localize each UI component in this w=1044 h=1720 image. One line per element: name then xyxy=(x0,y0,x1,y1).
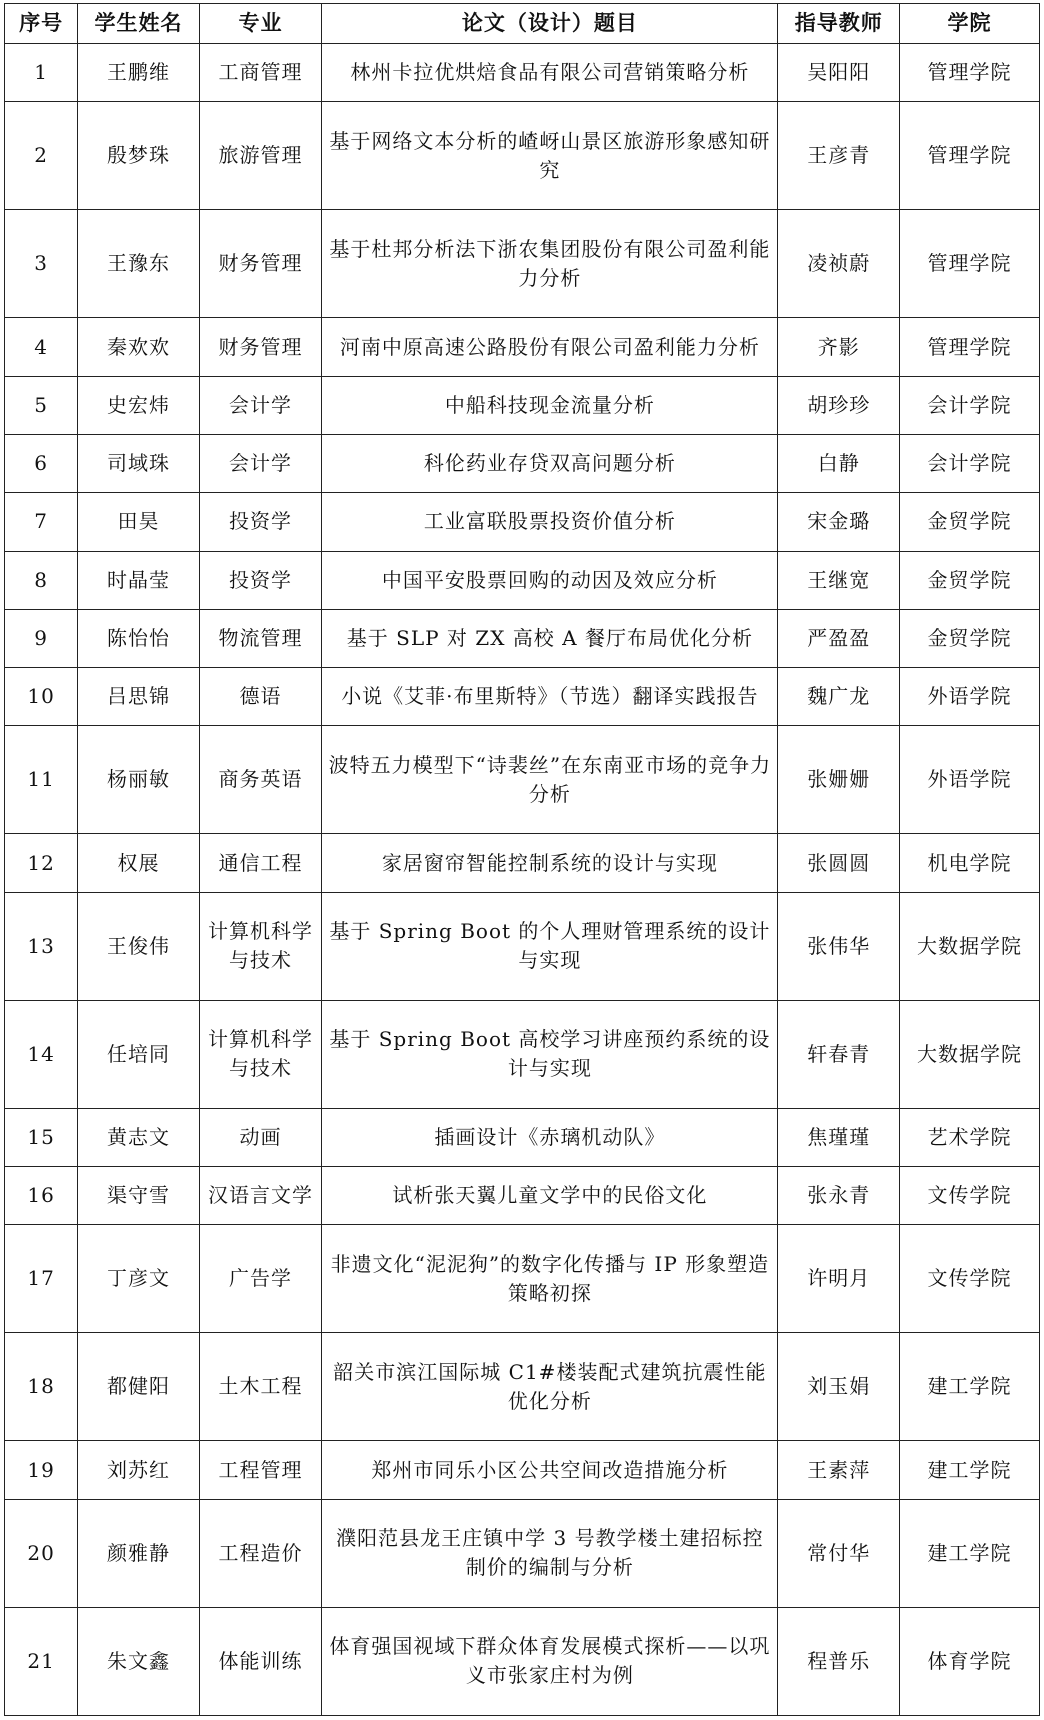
cell-name: 杨丽敏 xyxy=(78,726,199,834)
cell-no: 4 xyxy=(5,318,78,376)
cell-no: 21 xyxy=(5,1607,78,1715)
table-row xyxy=(5,102,1040,210)
cell-advisor: 刘玉娟 xyxy=(778,1333,899,1441)
cell-no: 7 xyxy=(5,493,78,551)
cell-no: 19 xyxy=(5,1441,78,1499)
cell-no: 20 xyxy=(5,1499,78,1607)
cell-no: 10 xyxy=(5,668,78,726)
cell-college: 大数据学院 xyxy=(899,1000,1039,1108)
cell-college: 管理学院 xyxy=(899,102,1039,210)
cell-college: 文传学院 xyxy=(899,1225,1039,1333)
cell-name: 时晶莹 xyxy=(78,551,199,609)
cell-no: 9 xyxy=(5,609,78,667)
cell-name: 王俊伟 xyxy=(78,892,199,1000)
cell-advisor: 魏广龙 xyxy=(778,668,899,726)
cell-college: 机电学院 xyxy=(899,834,1039,892)
cell-no: 12 xyxy=(5,834,78,892)
header-title: 论文（设计）题目 xyxy=(322,4,778,44)
cell-advisor: 凌祯蔚 xyxy=(778,210,899,318)
cell-title: 基于网络文本分析的嵖岈山景区旅游形象感知研究 xyxy=(322,102,778,210)
table-row xyxy=(5,834,1040,892)
header-advisor: 指导教师 xyxy=(778,4,899,44)
cell-major: 广告学 xyxy=(199,1225,322,1333)
table-row xyxy=(5,210,1040,318)
table-row xyxy=(5,668,1040,726)
cell-college: 金贸学院 xyxy=(899,493,1039,551)
cell-name: 吕思锦 xyxy=(78,668,199,726)
cell-college: 会计学院 xyxy=(899,376,1039,434)
cell-college: 建工学院 xyxy=(899,1333,1039,1441)
cell-major: 工程造价 xyxy=(199,1499,322,1607)
cell-major: 物流管理 xyxy=(199,609,322,667)
cell-major: 通信工程 xyxy=(199,834,322,892)
table-row xyxy=(5,434,1040,492)
cell-major: 动画 xyxy=(199,1108,322,1166)
cell-title: 小说《艾菲·布里斯特》（节选）翻译实践报告 xyxy=(322,668,778,726)
cell-college: 会计学院 xyxy=(899,434,1039,492)
header-no: 序号 xyxy=(5,4,78,44)
cell-college: 金贸学院 xyxy=(899,551,1039,609)
cell-major: 工程管理 xyxy=(199,1441,322,1499)
table-row xyxy=(5,493,1040,551)
cell-advisor: 严盈盈 xyxy=(778,609,899,667)
cell-name: 朱文鑫 xyxy=(78,1607,199,1715)
table-row xyxy=(5,1333,1040,1441)
cell-major: 会计学 xyxy=(199,434,322,492)
header-major: 专业 xyxy=(199,4,322,44)
cell-name: 陈怡怡 xyxy=(78,609,199,667)
cell-college: 管理学院 xyxy=(899,318,1039,376)
cell-major: 工商管理 xyxy=(199,44,322,102)
cell-major: 体能训练 xyxy=(199,1607,322,1715)
header-college: 学院 xyxy=(899,4,1039,44)
table-row xyxy=(5,1607,1040,1715)
table-row xyxy=(5,1499,1040,1607)
cell-advisor: 张圆圆 xyxy=(778,834,899,892)
cell-name: 刘苏红 xyxy=(78,1441,199,1499)
cell-title: 非遗文化“泥泥狗”的数字化传播与 IP 形象塑造策略初探 xyxy=(322,1225,778,1333)
cell-name: 渠守雪 xyxy=(78,1167,199,1225)
cell-advisor: 王继宽 xyxy=(778,551,899,609)
cell-college: 管理学院 xyxy=(899,210,1039,318)
cell-advisor: 王彦青 xyxy=(778,102,899,210)
cell-title: 家居窗帘智能控制系统的设计与实现 xyxy=(322,834,778,892)
cell-major: 会计学 xyxy=(199,376,322,434)
cell-title: 工业富联股票投资价值分析 xyxy=(322,493,778,551)
table-row xyxy=(5,1441,1040,1499)
cell-title: 中国平安股票回购的动因及效应分析 xyxy=(322,551,778,609)
cell-name: 司域珠 xyxy=(78,434,199,492)
cell-major: 计算机科学与技术 xyxy=(199,892,322,1000)
cell-title: 波特五力模型下“诗裴丝”在东南亚市场的竞争力分析 xyxy=(322,726,778,834)
table-row xyxy=(5,44,1040,102)
cell-advisor: 齐影 xyxy=(778,318,899,376)
cell-advisor: 张伟华 xyxy=(778,892,899,1000)
cell-advisor: 焦瑾瑾 xyxy=(778,1108,899,1166)
cell-college: 金贸学院 xyxy=(899,609,1039,667)
cell-title: 基于 SLP 对 ZX 高校 A 餐厅布局优化分析 xyxy=(322,609,778,667)
cell-major: 计算机科学与技术 xyxy=(199,1000,322,1108)
header-name: 学生姓名 xyxy=(78,4,199,44)
cell-no: 14 xyxy=(5,1000,78,1108)
cell-title: 韶关市滨江国际城 C1#楼装配式建筑抗震性能优化分析 xyxy=(322,1333,778,1441)
cell-title: 基于 Spring Boot 高校学习讲座预约系统的设计与实现 xyxy=(322,1000,778,1108)
cell-name: 权展 xyxy=(78,834,199,892)
cell-name: 颜雅静 xyxy=(78,1499,199,1607)
cell-no: 6 xyxy=(5,434,78,492)
cell-major: 汉语言文学 xyxy=(199,1167,322,1225)
cell-no: 5 xyxy=(5,376,78,434)
cell-title: 基于 Spring Boot 的个人理财管理系统的设计与实现 xyxy=(322,892,778,1000)
cell-major: 商务英语 xyxy=(199,726,322,834)
cell-name: 秦欢欢 xyxy=(78,318,199,376)
cell-major: 投资学 xyxy=(199,493,322,551)
thesis-table xyxy=(4,3,1040,1716)
cell-major: 财务管理 xyxy=(199,318,322,376)
cell-name: 田昊 xyxy=(78,493,199,551)
cell-name: 史宏炜 xyxy=(78,376,199,434)
table-row xyxy=(5,609,1040,667)
table-row xyxy=(5,1000,1040,1108)
table-row xyxy=(5,1225,1040,1333)
header-row xyxy=(5,4,1040,44)
cell-college: 艺术学院 xyxy=(899,1108,1039,1166)
cell-title: 濮阳范县龙王庄镇中学 3 号教学楼土建招标控制价的编制与分析 xyxy=(322,1499,778,1607)
table-row xyxy=(5,726,1040,834)
cell-advisor: 张姗姗 xyxy=(778,726,899,834)
cell-no: 1 xyxy=(5,44,78,102)
cell-advisor: 常付华 xyxy=(778,1499,899,1607)
cell-no: 8 xyxy=(5,551,78,609)
cell-name: 殷梦珠 xyxy=(78,102,199,210)
table-row xyxy=(5,551,1040,609)
cell-title: 郑州市同乐小区公共空间改造措施分析 xyxy=(322,1441,778,1499)
cell-name: 王鹏维 xyxy=(78,44,199,102)
cell-college: 大数据学院 xyxy=(899,892,1039,1000)
cell-major: 德语 xyxy=(199,668,322,726)
cell-name: 都健阳 xyxy=(78,1333,199,1441)
cell-advisor: 胡珍珍 xyxy=(778,376,899,434)
cell-major: 土木工程 xyxy=(199,1333,322,1441)
table-row xyxy=(5,318,1040,376)
cell-title: 中船科技现金流量分析 xyxy=(322,376,778,434)
table-row xyxy=(5,376,1040,434)
table-row xyxy=(5,1167,1040,1225)
cell-college: 体育学院 xyxy=(899,1607,1039,1715)
table-body xyxy=(5,44,1040,1716)
cell-no: 18 xyxy=(5,1333,78,1441)
cell-no: 2 xyxy=(5,102,78,210)
cell-major: 旅游管理 xyxy=(199,102,322,210)
cell-advisor: 宋金璐 xyxy=(778,493,899,551)
cell-advisor: 轩春青 xyxy=(778,1000,899,1108)
cell-advisor: 程普乐 xyxy=(778,1607,899,1715)
cell-no: 16 xyxy=(5,1167,78,1225)
cell-no: 3 xyxy=(5,210,78,318)
cell-title: 基于杜邦分析法下浙农集团股份有限公司盈利能力分析 xyxy=(322,210,778,318)
table-row xyxy=(5,1108,1040,1166)
cell-name: 王豫东 xyxy=(78,210,199,318)
cell-no: 11 xyxy=(5,726,78,834)
cell-advisor: 王素萍 xyxy=(778,1441,899,1499)
cell-title: 插画设计《赤璃机动队》 xyxy=(322,1108,778,1166)
cell-advisor: 张永青 xyxy=(778,1167,899,1225)
cell-advisor: 白静 xyxy=(778,434,899,492)
cell-college: 建工学院 xyxy=(899,1499,1039,1607)
cell-no: 13 xyxy=(5,892,78,1000)
cell-name: 任培同 xyxy=(78,1000,199,1108)
table-row xyxy=(5,892,1040,1000)
cell-college: 管理学院 xyxy=(899,44,1039,102)
cell-title: 体育强国视域下群众体育发展模式探析——以巩义市张家庄村为例 xyxy=(322,1607,778,1715)
cell-college: 外语学院 xyxy=(899,726,1039,834)
cell-no: 15 xyxy=(5,1108,78,1166)
cell-name: 丁彦文 xyxy=(78,1225,199,1333)
cell-no: 17 xyxy=(5,1225,78,1333)
cell-major: 财务管理 xyxy=(199,210,322,318)
cell-major: 投资学 xyxy=(199,551,322,609)
cell-advisor: 许明月 xyxy=(778,1225,899,1333)
cell-college: 建工学院 xyxy=(899,1441,1039,1499)
cell-title: 林州卡拉优烘焙食品有限公司营销策略分析 xyxy=(322,44,778,102)
cell-college: 文传学院 xyxy=(899,1167,1039,1225)
cell-college: 外语学院 xyxy=(899,668,1039,726)
cell-name: 黄志文 xyxy=(78,1108,199,1166)
cell-title: 科伦药业存贷双高问题分析 xyxy=(322,434,778,492)
cell-title: 河南中原高速公路股份有限公司盈利能力分析 xyxy=(322,318,778,376)
cell-advisor: 吴阳阳 xyxy=(778,44,899,102)
cell-title: 试析张天翼儿童文学中的民俗文化 xyxy=(322,1167,778,1225)
